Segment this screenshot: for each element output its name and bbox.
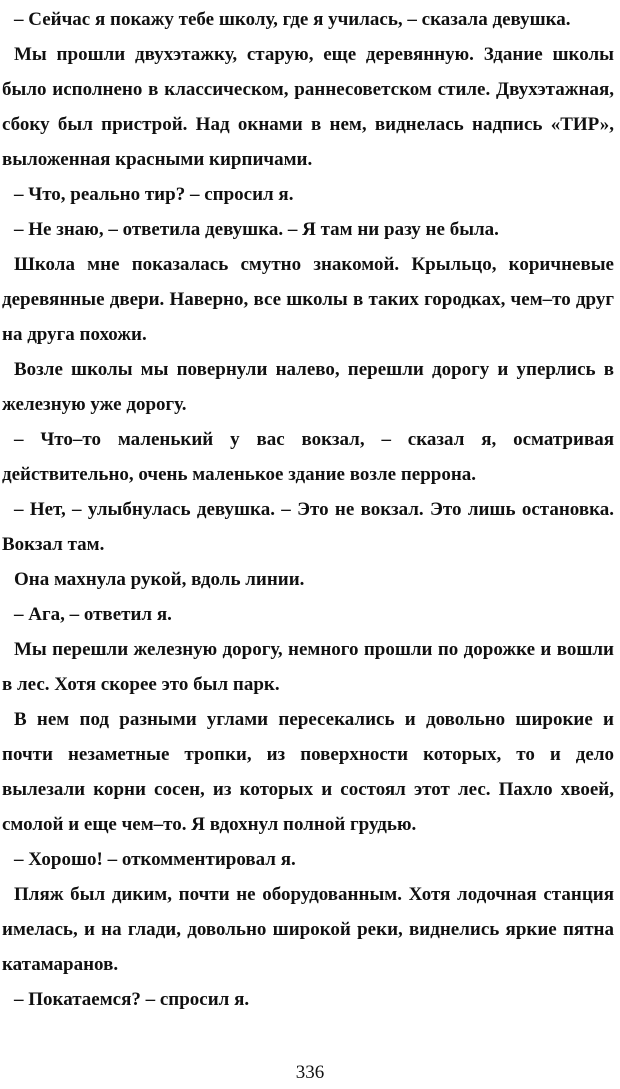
paragraph: – Что–то маленький у вас вокзал, – сказал я, осматривая действительно, очень маленькое здание возле перрона. [2,429,614,485]
paragraph: – Сейчас я покажу тебе школу, где я училась, – сказала девушка. [14,9,571,30]
paragraph: – Покатаемся? – спросил я. [14,989,250,1010]
page-body-text [2,2,614,1017]
paragraph: – Что, реально тир? – спросил я. [14,184,294,205]
paragraph: Мы перешли железную дорогу, немного прошли по дорожке и вошли в лес. Хотя скорее это был парк. [2,639,614,695]
paragraph: Возле школы мы повернули налево, перешли дорогу и уперлись в железную уже дорогу. [2,359,614,415]
paragraph: – Хорошо! – откомментировал я. [14,849,296,870]
paragraph: Пляж был диким, почти не оборудованным. Хотя лодочная станция имелась, и на глади, довольно широкой реки, виднелись яркие пятна катамаранов. [2,884,614,975]
paragraph: – Не знаю, – ответила девушка. – Я там ни разу не была. [14,219,499,240]
paragraph: Она махнула рукой, вдоль линии. [14,569,305,590]
paragraph: – Ага, – ответил я. [14,604,172,625]
page-number: 336 [295,1062,325,1083]
paragraph: Школа мне показалась смутно знакомой. Крыльцо, коричневые деревянные двери. Наверно, все школы в таких городках, чем–то друг на друга похожи. [2,254,614,345]
paragraph: Мы прошли двухэтажку, старую, еще деревянную. Здание школы было исполнено в классическом, раннесоветском стиле. Двухэтажная, сбоку был пристрой. Над окнами в нем, виднелась надпись «ТИР», выложенная красными кирпичами. [2,44,614,170]
paragraph: – Нет, – улыбнулась девушка. – Это не вокзал. Это лишь остановка. Вокзал там. [2,499,614,555]
paragraph: В нем под разными углами пересекались и довольно широкие и почти незаметные тропки, из поверхности которых, то и дело вылезали корни сосен, из которых и состоял этот лес. Пахло хвоей, смолой и еще чем–то. Я вдохнул полной грудью. [2,709,614,835]
